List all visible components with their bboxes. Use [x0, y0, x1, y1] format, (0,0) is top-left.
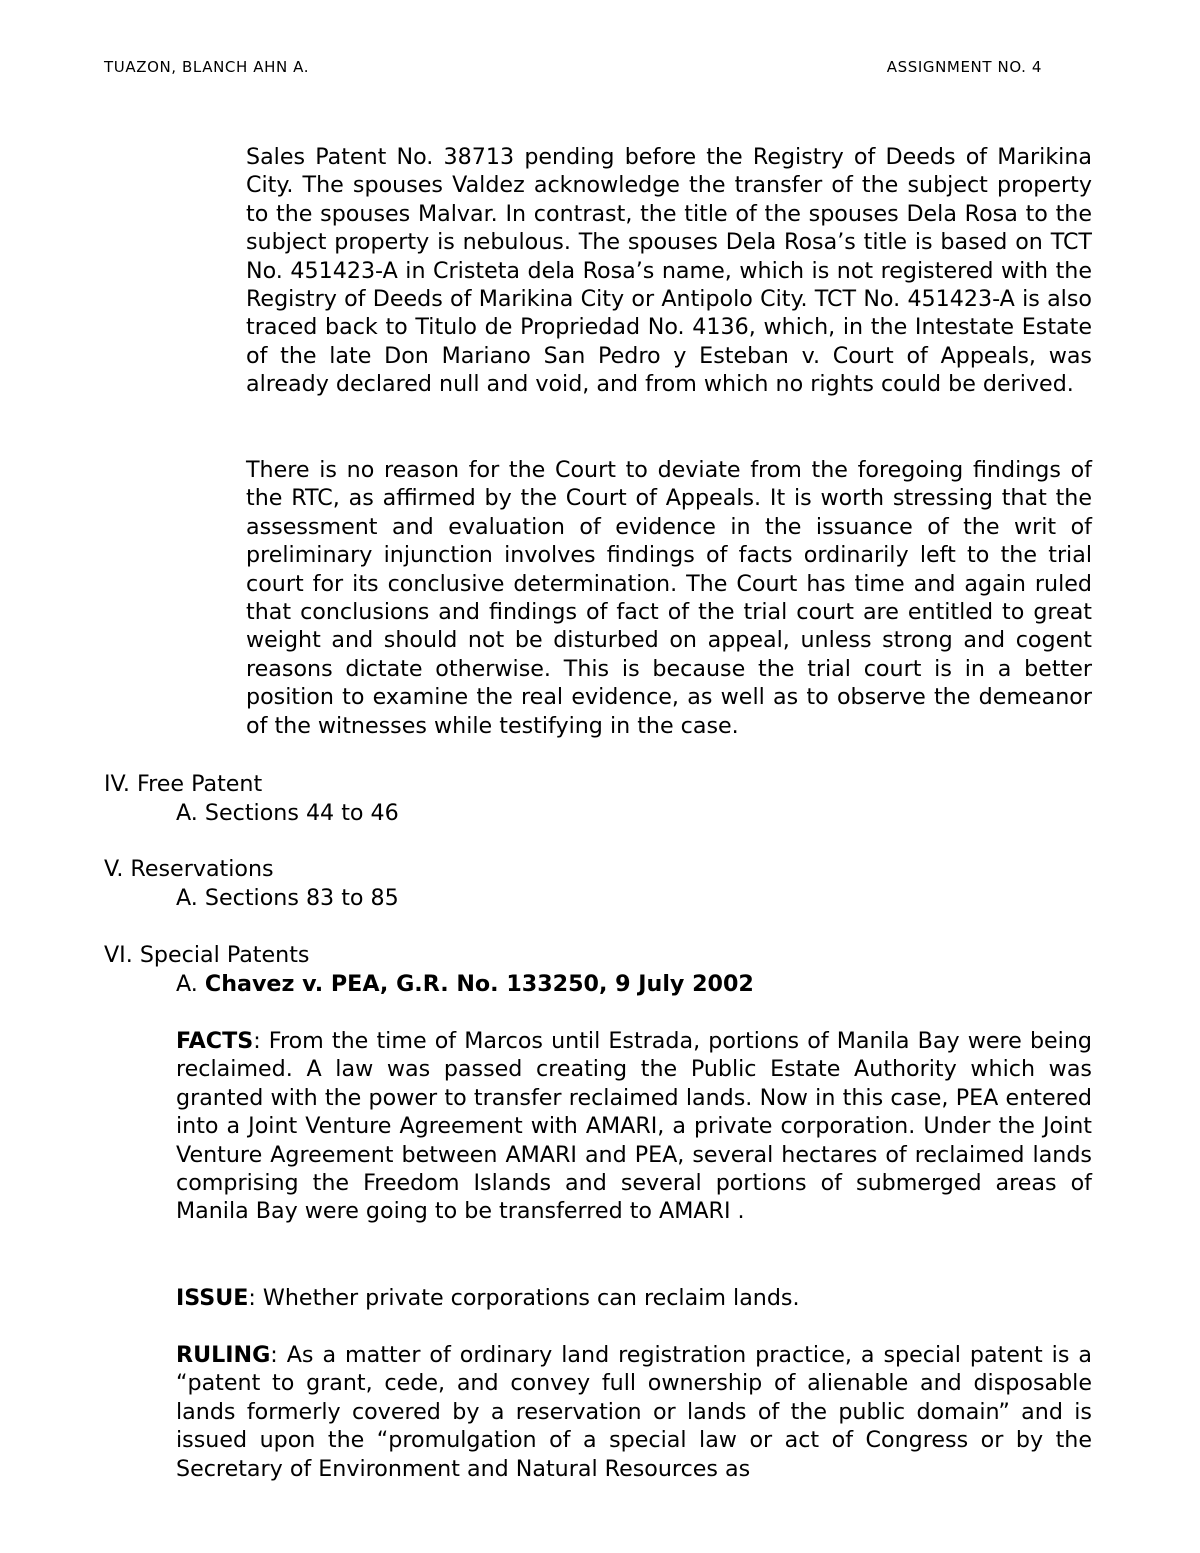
page-header: [104, 58, 1042, 76]
section-v-item-a: A. Sections 83 to 85: [176, 885, 399, 911]
section-vi-item-a: [176, 970, 754, 998]
issue-label: ISSUE: [176, 1285, 249, 1311]
facts-label: FACTS: [176, 1028, 254, 1054]
ruling-paragraph: [176, 1341, 1092, 1483]
issue-text: : Whether private corporations can reclaim lands.: [248, 1285, 800, 1311]
item-prefix: A.: [176, 971, 205, 997]
section-iv-item-a: A. Sections 44 to 46: [176, 800, 399, 826]
section-v-heading: V. Reservations: [104, 856, 274, 882]
ruling-text: : As a matter of ordinary land registration practice, a special patent is a “patent to grant, cede, and convey full ownership of alienable and disposable lands formerly covered by a reservation or lands of the public domain” and is issued upon the “promulgation of a special law or act of Congress or by the Secretary of Environment and Natural Resources as: [176, 1342, 1092, 1482]
section-vi-heading: VI. Special Patents: [104, 942, 310, 968]
paragraph-1: Sales Patent No. 38713 pending before the Registry of Deeds of Marikina City. The spouses Valdez acknowledge the transfer of the subject property to the spouses Malvar. In contrast, the title of the spouses Dela Rosa to the subject property is nebulous. The spouses Dela Rosa’s title is based on TCT No. 451423-A in Cristeta dela Rosa’s name, which is not registered with the Registry of Deeds of Marikina City or Antipolo City. TCT No. 451423-A is also traced back to Titulo de Propriedad No. 4136, which, in the Intestate Estate of the late Don Mariano San Pedro y Esteban v. Court of Appeals, was already declared null and void, and from which no rights could be derived.: [246, 144, 1092, 398]
section-iv-heading: IV. Free Patent: [104, 771, 263, 797]
facts-text: : From the time of Marcos until Estrada, portions of Manila Bay were being reclaimed. A law was passed creating the Public Estate Authority which was granted with the power to transfer reclaimed lands. Now in this case, PEA entered into a Joint Venture Agreement with AMARI, a private corporation. Under the Joint Venture Agreement between AMARI and PEA, several hectares of reclaimed lands comprising the Freedom Islands and several portions of submerged areas of Manila Bay were going to be transferred to AMARI .: [176, 1028, 1092, 1225]
case-title: Chavez v. PEA, G.R. No. 133250, 9 July 2002: [204, 971, 754, 997]
assignment-number: ASSIGNMENT NO. 4: [886, 58, 1042, 76]
author-name: TUAZON, BLANCH AHN A.: [104, 58, 310, 76]
ruling-label: RULING: [176, 1342, 271, 1368]
issue-paragraph: [176, 1284, 1092, 1312]
paragraph-2: There is no reason for the Court to deviate from the foregoing findings of the RTC, as affirmed by the Court of Appeals. It is worth stressing that the assessment and evaluation of evidence in the issuance of the writ of preliminary injunction involves findings of facts ordinarily left to the trial court for its conclusive determination. The Court has time and again ruled that conclusions and findings of fact of the trial court are entitled to great weight and should not be disturbed on appeal, unless strong and cogent reasons dictate otherwise. This is because the trial court is in a better position to examine the real evidence, as well as to observe the demeanor of the witnesses while testifying in the case.: [246, 457, 1092, 739]
facts-paragraph: [176, 1027, 1092, 1226]
